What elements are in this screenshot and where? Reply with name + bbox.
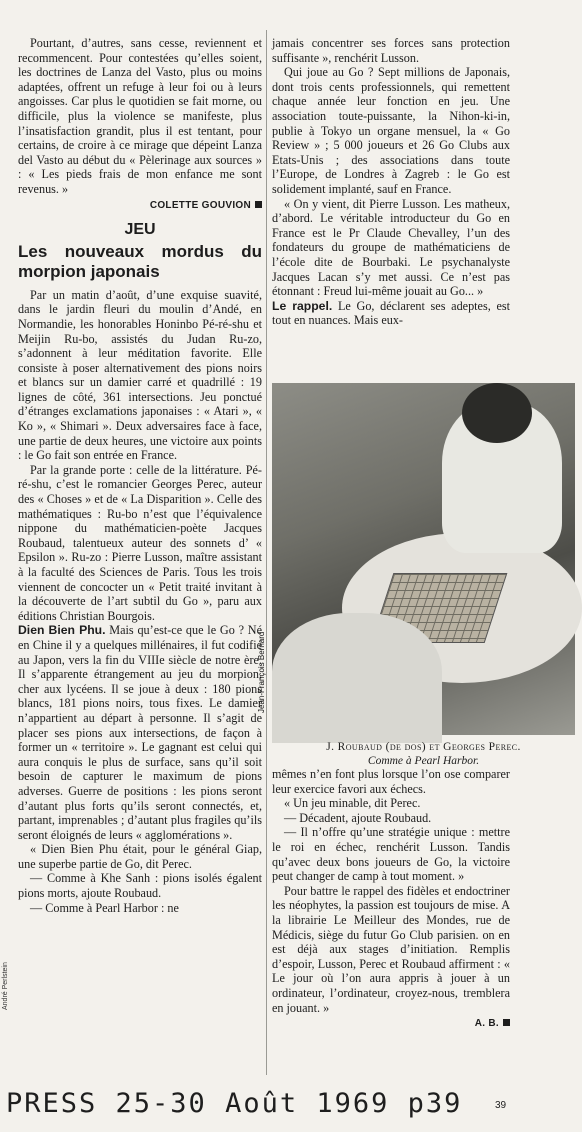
- article-paragraph: mêmes n’en font plus lorsque l’on ose comparer leur exercice favori aux échecs.: [272, 767, 510, 796]
- photo-player-roubaud: [272, 613, 442, 743]
- photo-credit: Jean-François Bernard: [257, 631, 266, 713]
- article-headline: Les nouveaux mordus du morpion japonais: [18, 241, 262, 281]
- edge-photo-credit: André Perlstein: [2, 962, 9, 1010]
- article-paragraph: — Décadent, ajoute Roubaud.: [284, 810, 432, 825]
- right-column-top: [272, 36, 510, 328]
- author-signature: A. B.: [272, 1017, 510, 1032]
- article-paragraph: — Il n’offre qu’une stratégie unique : mettre le roi en échec, renchérit Lusson. Tandis qu’avec deux bons joueurs de Go, la victoire peut changer de camp à tout moment. »: [272, 825, 510, 884]
- article-paragraph: « Un jeu minable, dit Perec.: [284, 796, 421, 811]
- article-paragraph: Qui joue au Go ? Sept millions de Japonais, dont trois cents professionnels, qui remettent chaque année leur fonction en jeu. Une association toute-puissante, la Nihon-ki-in, publie à Tokyo un organe mensuel, la « Go Review » ; 5 000 joueurs et 26 Go Clubs aux Etats-Unis ; des associations dans toute l’Europe, de Londres à Zagreb : le Go est solidement implanté, sauf en France.: [272, 65, 510, 196]
- article-paragraph: Dien Bien Phu. Mais qu’est-ce que le Go ? Né en Chine il y a quelques millénaires, il fut codifié au Japon, vers la fin du VIIIe siècle de notre ère. Il s’apparente étrangement au jeu du morpion, cher aux lycéens. Il se joue à deux : 180 pions blancs, 181 pions noirs, tous fixes. Le damier n’appartient au départ à personne. Il s’agit de placer ses pions aux intersections, de façon à former un « territoire ». Le gagnant est celui qui aura conquis le plus de surface, sans qu’il soit besoin de capturer le maximum de pions adverses. Guerre de positions : les pions seront d’autant plus forts qu’ils seront connectés, et, partant, imprenables ; d’autant plus fragiles qu’ils seront éloignés de leurs « agglomérations ».: [18, 623, 262, 842]
- caption-names: J. Roubaud (de dos) et Georges Perec.: [326, 741, 521, 753]
- photo-credit-strip: [257, 383, 275, 735]
- end-mark-icon: [255, 201, 262, 208]
- article-paragraph: Par un matin d’août, d’une exquise suavité, dans le jardin fleuri du moulin d’Andé, en Normandie, les honorables Honinbo Pé-ré-shu et Meijin Ru-bo, assistés du Judan Ru-zo, s’adonnent à leur méditation favorite. Elle consiste à poser alternativement des pions noirs et blancs sur un damier carré et quadrillé : 19 lignes de côté, 361 intersections. Jeu ponctué d’étranges exclamations japonaises : « Atari », « Ko », « Shimari ». Deux adversaires face à face, une partie de deux heures, une victoire aux points : le Go fait son entrée en France.: [18, 287, 262, 463]
- handwritten-annotation: PRESS 25-30 Août 1969 p39: [6, 1088, 463, 1119]
- article-paragraph: « On y vient, dit Pierre Lusson. Les matheux, d’abord. Le véritable introducteur du Go en France est le Pr Claude Chevalley, l’un des fondateurs du groupe de mathématiciens de l’école dite de Bourbaki. Le psychanalyste Jacques Lacan s’y met aussi. Ce n’est pas étonnant : Freud lui-même jouait au Go... »: [272, 196, 510, 299]
- intro-paragraph: Pourtant, d’autres, sans cesse, reviennent et recommencent. Pour contestées qu’elles soient, les doctrines de Lanza del Vasto, plus ou moins adaptées, offrent un refuge à leur foi ou à leurs angoisses. Car plus le quotidien se fait morne, ou difficile, plus la violence se manifeste, plus l’insatisfaction grandit, plus il est tentant, pour certains, de croire à ce mirage que dépeint Lanza del Vasto au début du « Pèlerinage aux sources » : « Les pieds frais de mon enfance me sont revenus. »: [18, 36, 262, 196]
- page-number: 39: [495, 1100, 507, 1111]
- subhead-runin: Dien Bien Phu.: [18, 623, 106, 638]
- article-photo: [257, 383, 575, 735]
- right-column-bottom: [272, 767, 510, 1032]
- photo-player-head: [462, 383, 532, 443]
- left-column: [18, 36, 262, 915]
- end-mark-icon: [503, 1019, 510, 1026]
- section-rubric: JEU: [124, 221, 156, 239]
- article-paragraph: « Dien Bien Phu était, pour le général Giap, une superbe partie de Go, dit Perec.: [18, 842, 262, 871]
- article-paragraph: — Comme à Khe Sanh : pions isolés égalent pions morts, ajoute Roubaud.: [18, 871, 262, 901]
- author-signature: COLETTE GOUVION: [18, 199, 262, 214]
- photo-caption: [272, 740, 575, 768]
- article-paragraph: jamais concentrer ses forces sans protection suffisante », renchérit Lusson.: [272, 36, 510, 65]
- caption-quote: Comme à Pearl Harbor.: [367, 755, 480, 767]
- article-paragraph: Par la grande porte : celle de la littérature. Pé-ré-shu, c’est le romancier Georges Perec, auteur des « Choses » et de « La Disparition ». Celle des mathématiques : Ru-bo n’est que l’équivalence nippone du mathématicien-poète Jacques Roubaud, talentueux auteur des sonnets d’ « Epsilon ». Ru-zo : Pierre Lusson, maître assistant à la faculté des Sciences de Paris. Tous les trois viennent de concocter un « Petit traité invitant à la découverte de l’art subtil du Go », paru aux éditions Christian Bourgois.: [18, 462, 262, 623]
- subhead-runin: Le rappel.: [272, 298, 333, 313]
- article-paragraph: Le rappel. Le Go, déclarent ses adeptes, est tout en nuances. Mais eux-: [272, 298, 510, 328]
- article-paragraph: — Comme à Pearl Harbor : ne: [30, 900, 179, 915]
- article-paragraph: Pour battre le rappel des fidèles et endoctriner les néophytes, la passion est toujours de mise. A la librairie Le Meilleur des Mondes, rue de Médicis, siège du futur Go Club parisien. on en est déjà aux stages d’initiation. Remplis d’espoir, Lusson, Perec et Roubaud affirment : « Le jour où l’on aura appris à jouer à un ordinateur, l’ordinateur, croyez-nous, tremblera en jouant. »: [272, 883, 510, 1015]
